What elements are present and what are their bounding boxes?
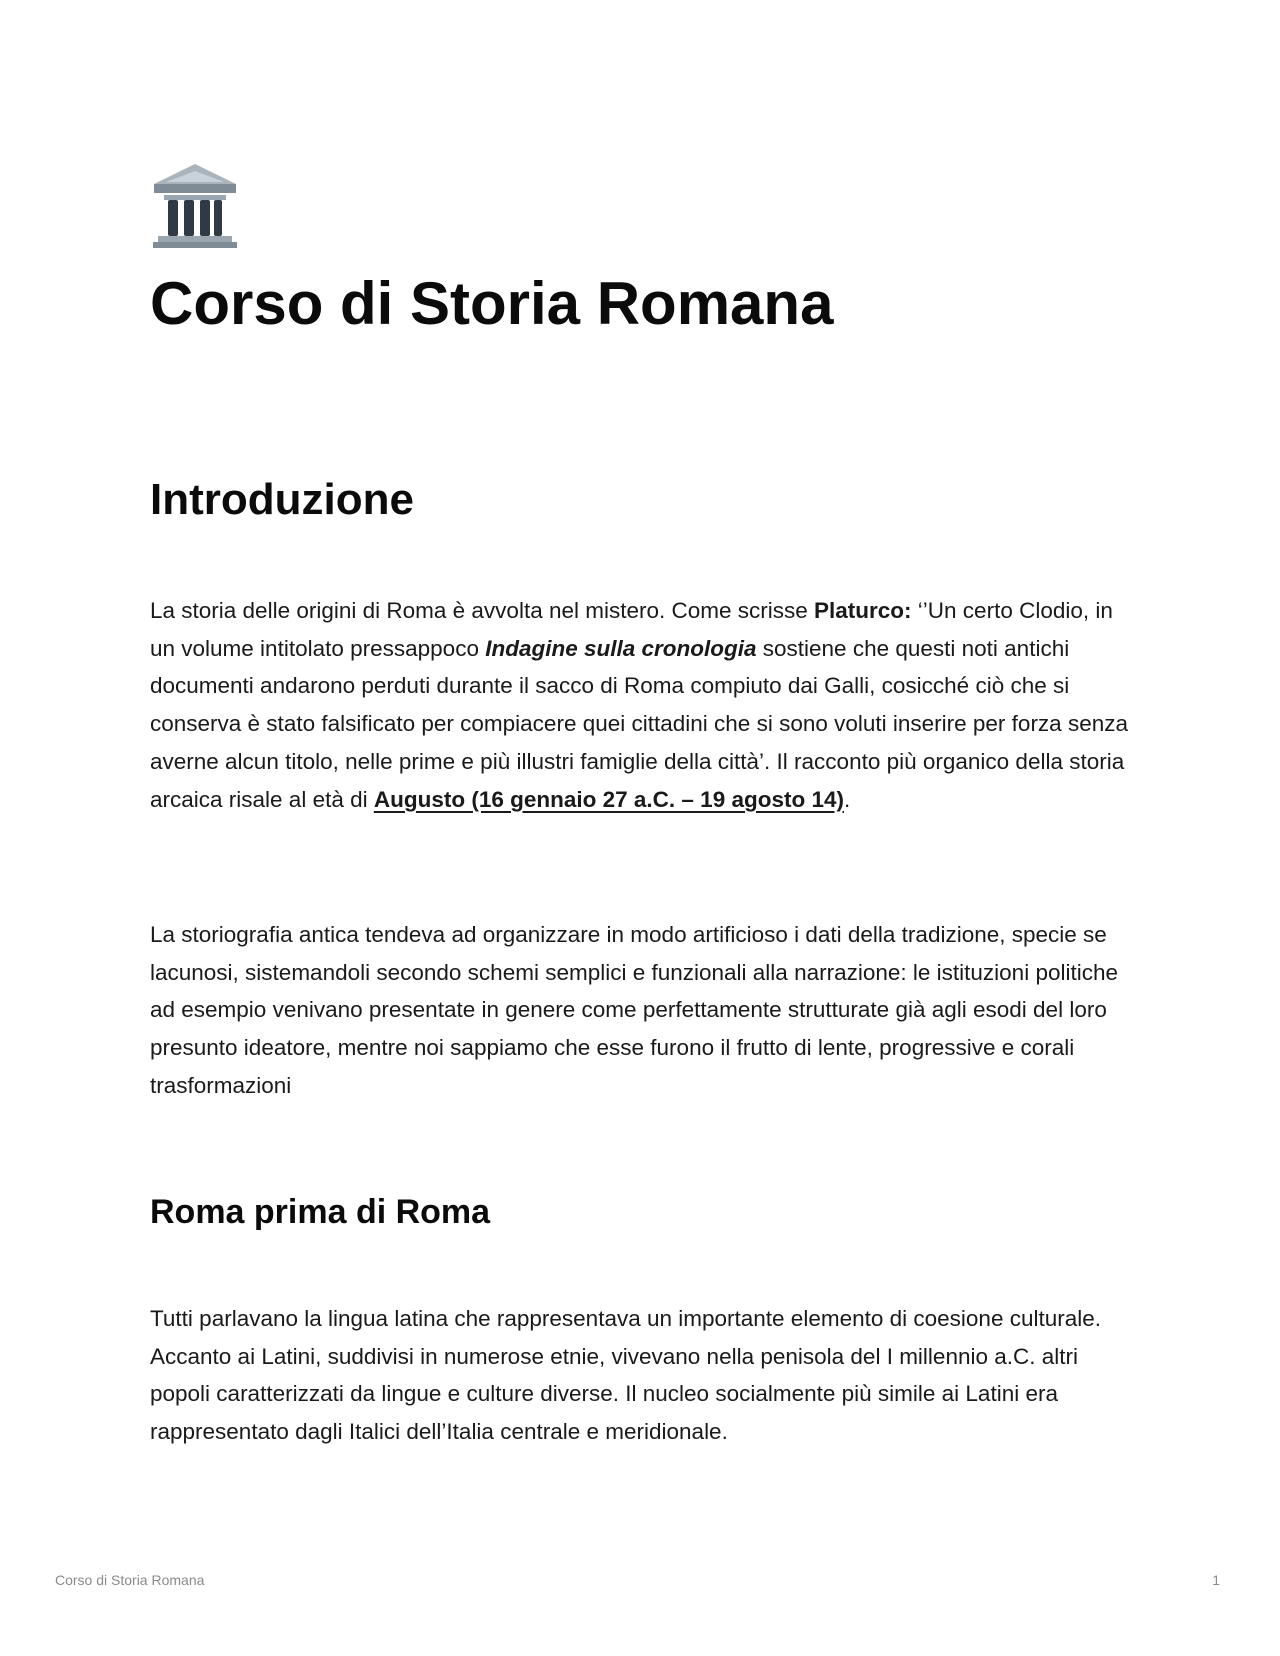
- classical-building-icon: [150, 162, 240, 250]
- text-run: sostiene che questi noti antichi documenti andarono perduti durante il sacco di Roma compiuto dai Galli, cosicché ciò che si conserva è stato falsificato per compiacere quei cittadini che si sono voluti inserire per forza senza averne alcun titolo, nelle prime e più illustri famiglie della città’. Il racconto più organico della storia arcaica risale al età di: [150, 635, 1128, 812]
- paragraph-roma-prima-di-roma: Tutti parlavano la lingua latina che rappresentava un importante elemento di coesione culturale. Accanto ai Latini, suddivisi in numerose etnie, vivevano nella penisola del I millennio a.C. altri popoli caratterizzati da lingue e culture diverse. Il nucleo socialmente più simile ai Latini era rappresentato dagli Italici dell’Italia centrale e meridionale.: [150, 1306, 1101, 1445]
- bold-author: Platurco:: [814, 598, 912, 623]
- section-heading-introduzione: Introduzione: [150, 475, 414, 524]
- page-title: Corso di Storia Romana: [150, 270, 834, 337]
- paragraph-introduzione-2: La storiografia antica tendeva ad organizzare in modo artificioso i dati della tradizione, specie se lacunosi, sistemandoli secondo schemi semplici e funzionali alla narrazione: le istituzioni politiche ad esempio venivano presentate in genere come perfettamente strutturate già agli esodi del loro presunto ideatore, mentre noi sappiamo che esse furono il frutto di lente, progressive e corali trasformazioni: [150, 922, 1118, 1098]
- page-number: 1: [1212, 1572, 1220, 1588]
- text-run: La storia delle origini di Roma è avvolta nel mistero. Come scrisse: [150, 598, 815, 623]
- text-run: ‘’Un certo Clodio, in un volume intitolato pressappoco: [150, 598, 1113, 661]
- text-run: .: [843, 786, 851, 812]
- section-heading-roma-prima-di-roma: Roma prima di Roma: [150, 1193, 491, 1231]
- bold-italic-title: Indagine sulla cronologia: [485, 635, 757, 661]
- augusto-link[interactable]: Augusto (16 gennaio 27 a.C. – 19 agosto 14): [373, 786, 844, 812]
- paragraph-introduzione-1: [150, 592, 1130, 818]
- footer-title: Corso di Storia Romana: [55, 1572, 205, 1588]
